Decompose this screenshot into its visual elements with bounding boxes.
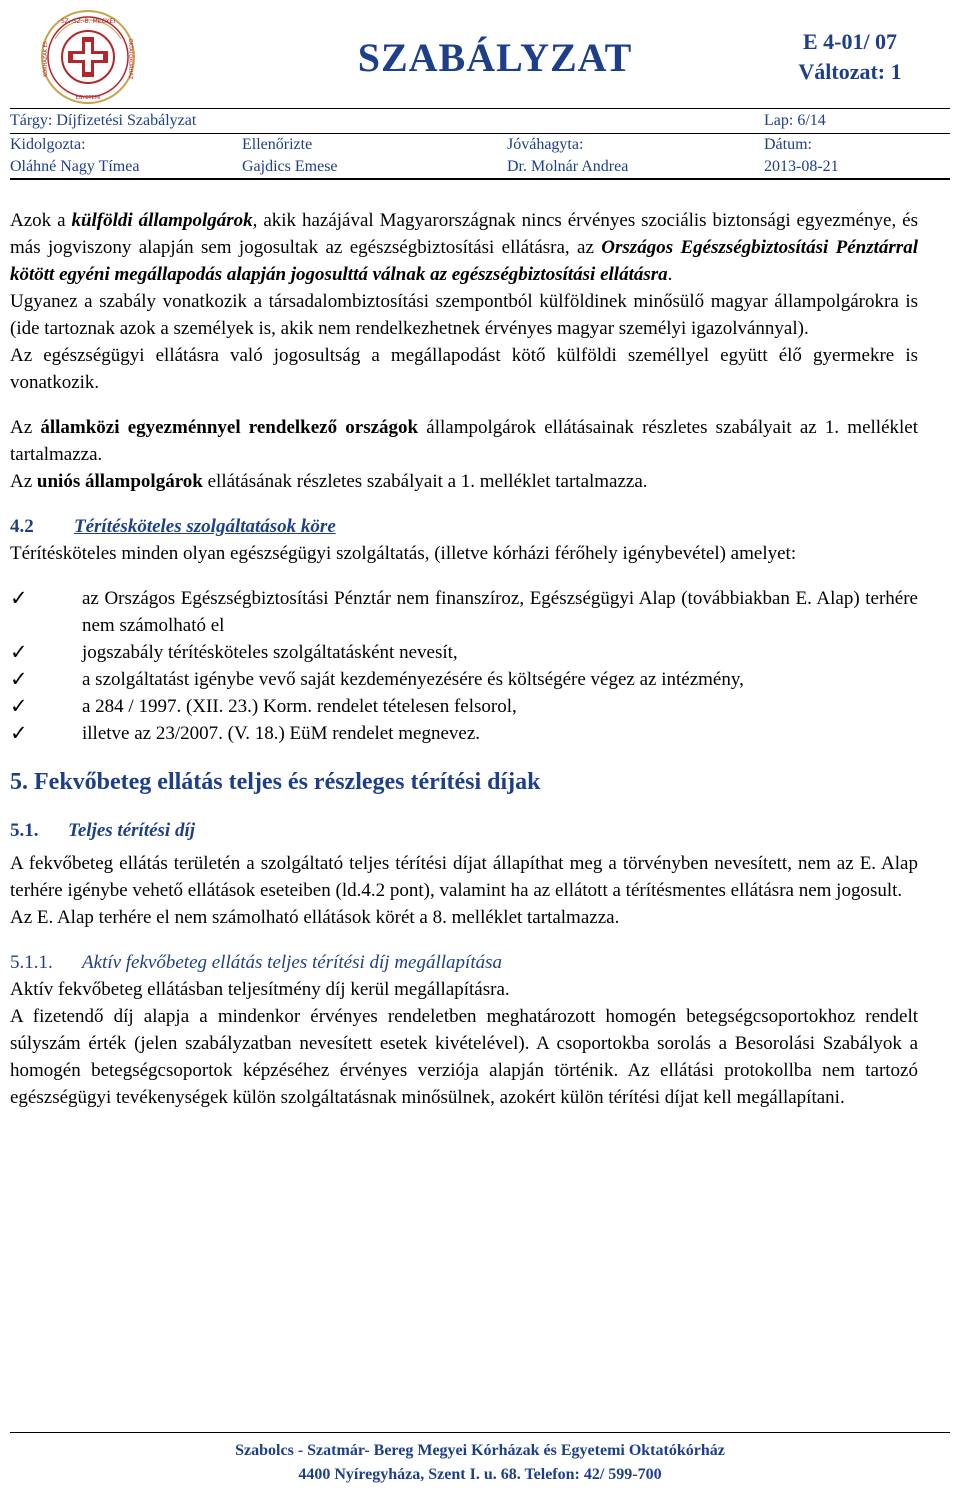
header-labels-row bbox=[10, 134, 950, 156]
header-top-row bbox=[10, 6, 950, 109]
paragraph-performance-fee: Aktív fekvőbeteg ellátásban teljesítmény díj kerül megállapításra. bbox=[10, 979, 510, 1000]
section-title: Aktív fekvőbeteg ellátás teljes térítési díj megállapítása bbox=[82, 952, 503, 973]
section-heading-4-2 bbox=[10, 513, 918, 540]
section-number: 5.1. bbox=[10, 820, 39, 841]
footer-institution: Szabolcs - Szatmár- Bereg Megyei Kórházak és Egyetemi Oktatókórház bbox=[235, 1442, 725, 1459]
paragraph-children: Az egészségügyi ellátásra való jogosultság a megállapodást kötő külföldi személlyel együtt élő gyermekre is vonatkozik. bbox=[10, 345, 918, 393]
checked-label: Ellenőrizte bbox=[242, 136, 313, 153]
section-number: 4.2 bbox=[10, 516, 34, 537]
page-number: Lap: 6/14 bbox=[764, 112, 826, 129]
list-item-text: jogszabály térítésköteles szolgáltatásként nevesít, bbox=[82, 642, 458, 663]
header-values-row bbox=[10, 156, 950, 180]
logo-text-left: KÓRHÁZAK ÉS bbox=[43, 41, 49, 77]
paragraph-annex-8: Az E. Alap terhére el nem számolható ellátások körét a 8. melléklet tartalmazza. bbox=[10, 907, 620, 928]
prepared-value: Oláhné Nagy Tímea bbox=[10, 158, 140, 175]
paragraph-hungarian-foreigners: Ugyanez a szabály vonatkozik a társadalombiztosítási szempontból külföldinek minősülő magyar állampolgárokra is (ide tartoznak azok a személyek is, akik nem rendelkezhetnek érvényes magyar személyi igazolvánnyal). bbox=[10, 291, 918, 339]
header-subject-row bbox=[10, 109, 950, 134]
check-icon: ✓ bbox=[10, 694, 28, 718]
list-item bbox=[10, 666, 918, 693]
document-subject: Tárgy: Díjfizetési Szabályzat bbox=[10, 112, 197, 129]
document-code: E 4-01/ 07 bbox=[802, 29, 898, 54]
prepared-label: Kidolgozta: bbox=[10, 136, 86, 153]
list-item bbox=[10, 693, 918, 720]
approved-label: Jóváhagyta: bbox=[507, 136, 584, 153]
list-item bbox=[10, 585, 918, 639]
date-label: Dátum: bbox=[764, 136, 812, 153]
section-title: Térítésköteles szolgáltatások köre bbox=[74, 516, 336, 537]
date-value: 2013-08-21 bbox=[764, 158, 839, 175]
list-item-text: az Országos Egészségbiztosítási Pénztár nem finanszíroz, Egészségügyi Alap (továbbiakban E. Alap) terhére nem számolható el bbox=[82, 588, 918, 636]
paragraph-full-fee: A fekvőbeteg ellátás területén a szolgáltató teljes térítési díjat állapíthat meg a törvényben nevesített, nem az E. Alap terhére igénybe vehető ellátások eseteiben (ld.4.2 pont), valamint ha az ellátott a térítésmentes ellátásra nem jogosult. bbox=[10, 853, 918, 901]
list-item-text: illetve az 23/2007. (V. 18.) EüM rendelet megnevez. bbox=[82, 723, 480, 744]
section-heading-5-1 bbox=[10, 817, 918, 844]
document-title: SZABÁLYZAT bbox=[357, 34, 633, 80]
text-run: . bbox=[667, 264, 673, 285]
text-run: Azok a bbox=[10, 210, 72, 231]
document-header bbox=[10, 6, 950, 180]
document-body bbox=[10, 207, 918, 1111]
emphasis-eu-citizens: uniós állampolgárok bbox=[36, 471, 203, 492]
check-icon: ✓ bbox=[10, 721, 28, 745]
text-run: , akik hazájával Magyarországnak nincs érvényes szociális biztonsági egyezménye, és más jogviszony alapján sem jogosultak az egészségbiztosítási ellátásra, az bbox=[10, 210, 918, 258]
document-version: Változat: 1 bbox=[798, 59, 902, 84]
logo-cell bbox=[10, 6, 240, 108]
document-footer bbox=[10, 1432, 950, 1487]
logo-text-bottom: EGYETEMI bbox=[75, 95, 101, 101]
footer-address: 4400 Nyíregyháza, Szent I. u. 68. Telefon: 42/ 599-700 bbox=[298, 1466, 662, 1483]
check-icon: ✓ bbox=[10, 586, 28, 610]
section-heading-5-1-1 bbox=[10, 949, 918, 976]
paragraph-chargeable-services: Térítésköteles minden olyan egészségügyi szolgáltatás, (illetve kórházi férőhely igénybevétel) amelyet: bbox=[10, 543, 797, 564]
paragraph-interstate-agreement bbox=[10, 414, 918, 468]
list-item-text: a szolgáltatást igénybe vevő saját kezdeményezésére és költségére végez az intézmény, bbox=[82, 669, 744, 690]
text-run: Az bbox=[10, 471, 37, 492]
text-run: Az bbox=[10, 417, 41, 438]
emphasis-foreign-citizens: külföldi állampolgárok bbox=[71, 210, 253, 231]
list-item-text: a 284 / 1997. (XII. 23.) Korm. rendelet tételesen felsorol, bbox=[82, 696, 517, 717]
document-code-block bbox=[750, 6, 950, 108]
approved-value: Dr. Molnár Andrea bbox=[507, 158, 629, 175]
emphasis-interstate-countries: államközi egyezménnyel rendelkező országok bbox=[40, 417, 419, 438]
chargeable-services-list bbox=[10, 585, 918, 747]
list-item bbox=[10, 720, 918, 747]
section-heading-5: 5. Fekvőbeteg ellátás teljes és részleges térítési díjak bbox=[10, 769, 541, 795]
logo-text-right: OKTATÓKÓRHÁZ bbox=[127, 38, 133, 80]
check-icon: ✓ bbox=[10, 667, 28, 691]
emphasis-individual-agreement: Országos Egészségbiztosítási Pénztárral kötött egyéni megállapodás alapján jogosulttá válnak az egészségbiztosítási ellátásra bbox=[10, 237, 918, 285]
section-title: Teljes térítési díj bbox=[68, 820, 196, 841]
paragraph-foreign-citizens bbox=[10, 207, 918, 288]
list-item bbox=[10, 639, 918, 666]
paragraph-fee-basis: A fizetendő díj alapja a mindenkor érvényes rendeletben meghatározott homogén betegségcsoportokhoz rendelt súlyszám érték (jelen szabályzatban nevesített esetek kivételével). A csoportokba sorolás a Besorolási Szabályok a homogén betegségcsoportok képzéséhez érvényes verziója alapján történik. Az ellátási protokollba nem tartozó egészségügyi tevékenységek külön szolgáltatásnak minősülnek, azokért külön térítési díjat kell megállapítani. bbox=[10, 1006, 918, 1108]
checked-value: Gajdics Emese bbox=[242, 158, 338, 175]
text-run: ellátásának részletes szabályait a 1. melléklet tartalmazza. bbox=[202, 471, 648, 492]
hospital-logo bbox=[40, 9, 136, 105]
section-number: 5.1.1. bbox=[10, 952, 53, 973]
text-run: állampolgárok ellátásainak részletes szabályait az 1. melléklet tartalmazza. bbox=[10, 417, 918, 465]
paragraph-eu-citizens bbox=[10, 468, 918, 495]
logo-text-top: SZ.-SZ.-B. MEGYEI bbox=[60, 18, 116, 25]
check-icon: ✓ bbox=[10, 640, 28, 664]
